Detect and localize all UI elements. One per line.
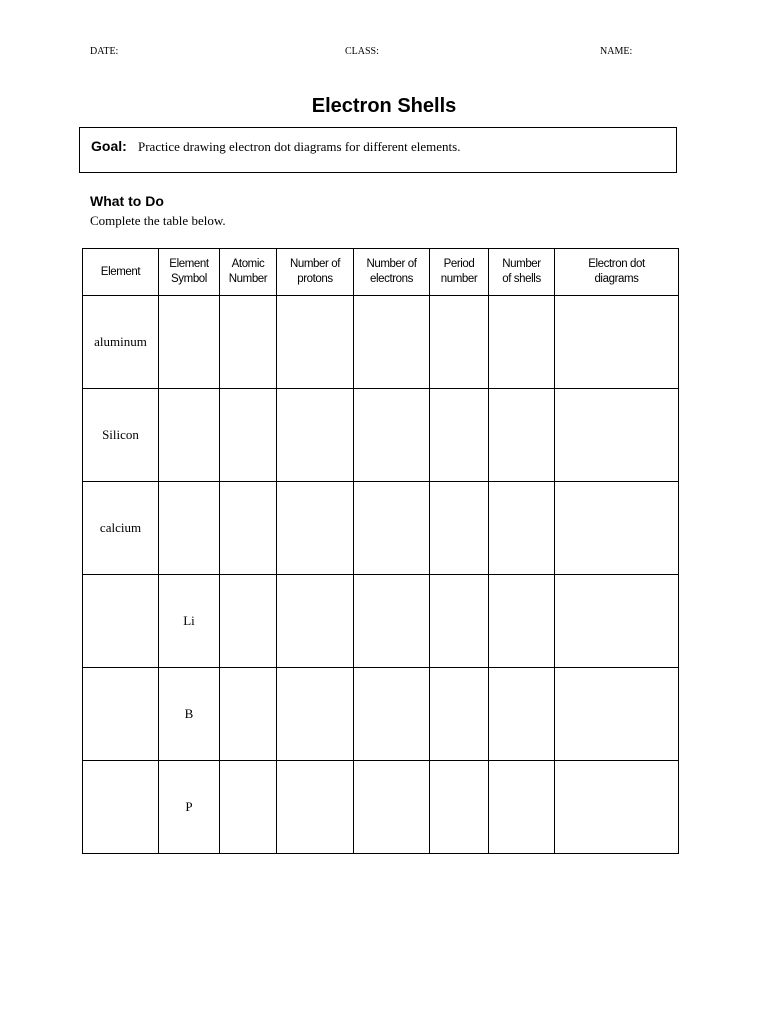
column-header-line: of shells	[502, 273, 541, 285]
date-label: DATE:	[90, 46, 119, 57]
table-cell[interactable]	[430, 482, 489, 575]
table-cell[interactable]	[489, 668, 555, 761]
column-header-line: Element	[169, 258, 209, 270]
column-header-line: Element	[100, 265, 141, 278]
table-body	[83, 296, 679, 854]
table-cell[interactable]: Silicon	[83, 389, 159, 482]
table-cell[interactable]	[430, 296, 489, 389]
table-row	[83, 389, 679, 482]
name-label: NAME:	[600, 46, 633, 57]
column-header-line: Number of	[289, 258, 341, 270]
table-cell[interactable]	[159, 482, 220, 575]
column-header	[555, 249, 679, 296]
table-cell[interactable]	[220, 575, 277, 668]
table-cell[interactable]	[277, 761, 354, 854]
column-header-line: diagrams	[594, 273, 639, 285]
table-cell[interactable]	[354, 389, 430, 482]
table-cell[interactable]	[354, 575, 430, 668]
table-cell[interactable]	[430, 389, 489, 482]
table-cell[interactable]	[489, 389, 555, 482]
table-cell[interactable]: B	[159, 668, 220, 761]
table-cell[interactable]	[159, 389, 220, 482]
column-header-line: Number of	[366, 258, 417, 270]
column-header	[489, 249, 555, 296]
worksheet-table	[82, 248, 679, 854]
column-header-line: protons	[297, 273, 333, 285]
goal-text: Practice drawing electron dot diagrams for different elements.	[138, 139, 461, 154]
table-cell[interactable]	[354, 482, 430, 575]
table-cell[interactable]	[430, 761, 489, 854]
table-cell[interactable]	[489, 575, 555, 668]
table-cell[interactable]	[354, 296, 430, 389]
column-header-line: electrons	[369, 273, 414, 285]
table-cell[interactable]	[83, 668, 159, 761]
table-cell[interactable]	[430, 668, 489, 761]
column-header-line: Symbol	[171, 273, 207, 285]
table-row	[83, 761, 679, 854]
table-cell[interactable]	[354, 668, 430, 761]
column-header	[159, 249, 220, 296]
table-cell[interactable]	[555, 575, 679, 668]
table-cell[interactable]	[159, 296, 220, 389]
column-header-line: Number	[228, 273, 268, 285]
table-cell[interactable]	[220, 668, 277, 761]
table-cell[interactable]	[277, 575, 354, 668]
table-cell[interactable]	[555, 761, 679, 854]
table-cell[interactable]	[555, 668, 679, 761]
table-cell[interactable]	[555, 482, 679, 575]
column-header-line: Electron dot	[588, 258, 645, 270]
section-heading: What to Do	[90, 193, 164, 209]
table-cell[interactable]	[277, 482, 354, 575]
table-cell[interactable]	[489, 482, 555, 575]
table-cell[interactable]	[430, 575, 489, 668]
table-cell[interactable]	[489, 761, 555, 854]
table-cell[interactable]	[555, 296, 679, 389]
table-cell[interactable]: calcium	[83, 482, 159, 575]
table-cell[interactable]: aluminum	[83, 296, 159, 389]
table-cell[interactable]	[277, 389, 354, 482]
class-label: CLASS:	[345, 46, 379, 57]
table-cell[interactable]: Li	[159, 575, 220, 668]
table-row	[83, 575, 679, 668]
table-cell[interactable]	[277, 296, 354, 389]
goal-label: Goal:	[91, 138, 127, 154]
page-title: Electron Shells	[311, 95, 457, 117]
table-row	[83, 296, 679, 389]
table-cell[interactable]	[83, 575, 159, 668]
column-header-line: Period	[443, 258, 475, 270]
table-cell[interactable]	[220, 296, 277, 389]
goal-box	[79, 127, 677, 173]
instructions: Complete the table below.	[90, 213, 226, 228]
column-header	[277, 249, 354, 296]
table-cell[interactable]	[220, 389, 277, 482]
column-header	[220, 249, 277, 296]
table-cell[interactable]	[354, 761, 430, 854]
column-header-line: number	[440, 273, 478, 285]
column-header	[430, 249, 489, 296]
table-cell[interactable]	[555, 389, 679, 482]
table-cell[interactable]	[220, 761, 277, 854]
column-header-line: Number	[502, 258, 541, 270]
table-cell[interactable]	[277, 668, 354, 761]
table-row	[83, 668, 679, 761]
table-cell[interactable]	[83, 761, 159, 854]
column-header	[354, 249, 430, 296]
table-cell[interactable]	[220, 482, 277, 575]
table-cell[interactable]	[489, 296, 555, 389]
column-header	[83, 249, 159, 296]
table-row	[83, 482, 679, 575]
table-header-row	[83, 249, 679, 296]
column-header-line: Atomic	[231, 258, 265, 270]
table-cell[interactable]: P	[159, 761, 220, 854]
